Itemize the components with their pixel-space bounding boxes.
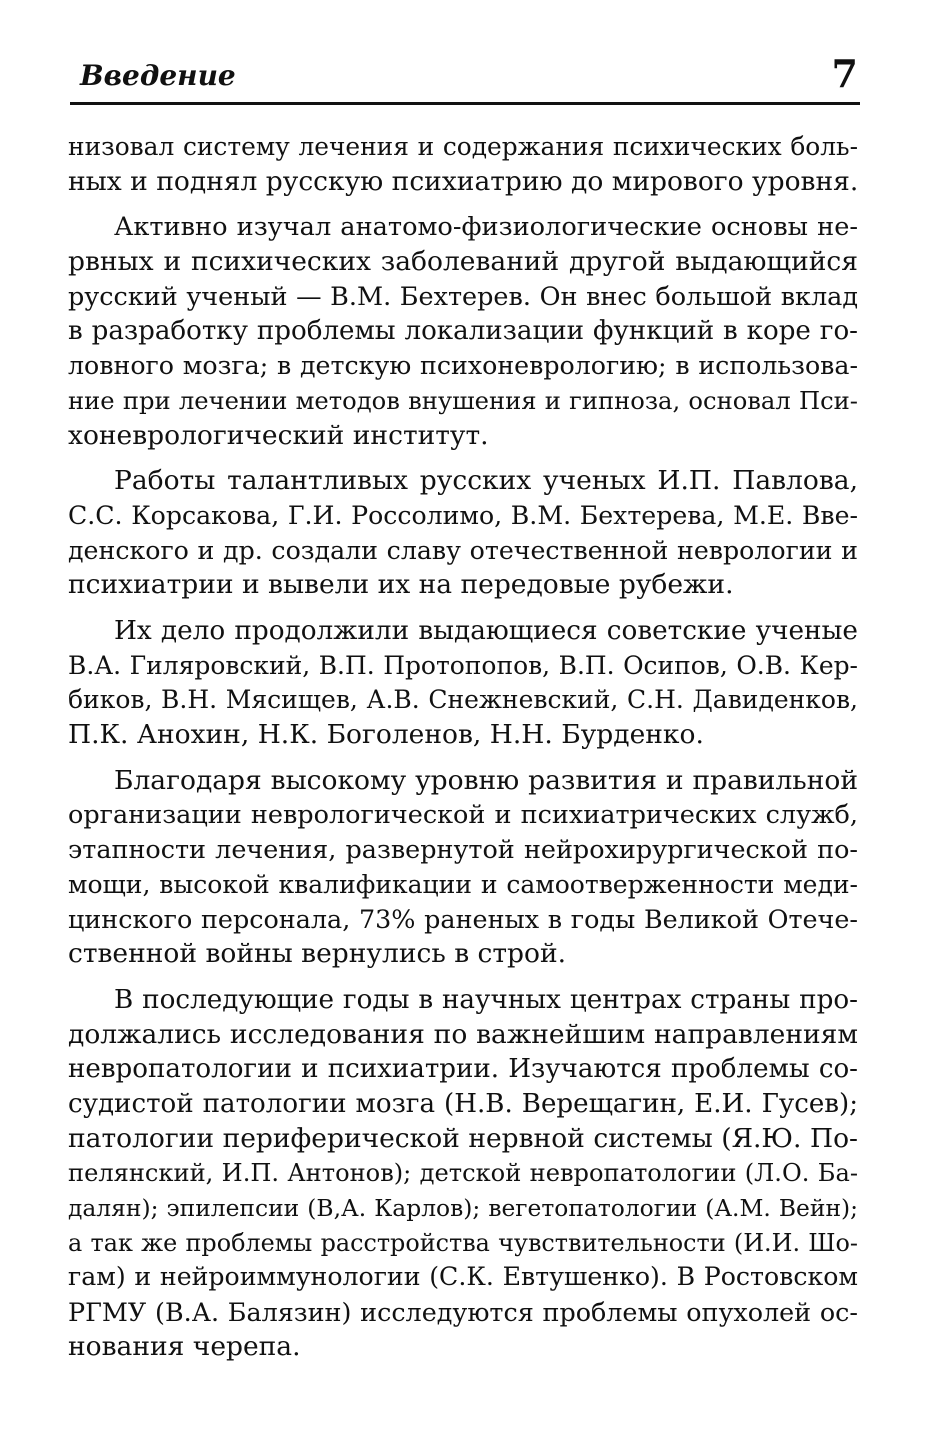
text-line: организации неврологической и психиатрических служб,	[68, 800, 858, 831]
text-line: денского и др. создали славу отечественной неврологии и	[68, 535, 858, 565]
text-line: далян); эпилепсии (В,А. Карлов); вегетопатологии (А.М. Вейн);	[68, 1193, 858, 1222]
page-number: 7	[831, 51, 858, 96]
text-line: П.К. Анохин, Н.К. Боголенов, Н.Н. Бурденко.	[68, 719, 704, 750]
text-line: нования черепа.	[68, 1330, 301, 1362]
text-line: ственной войны вернулись в строй.	[68, 938, 567, 970]
body-text	[68, 130, 858, 1375]
text-line: ных и поднял русскую психиатрию до мирового уровня.	[68, 165, 859, 197]
text-line: мощи, высокой квалификации и самоотверженности меди-	[68, 869, 858, 899]
paragraph-6	[68, 983, 858, 1365]
text-line: судистой патологии мозга (Н.В. Верещагин, Е.И. Гусев);	[68, 1088, 858, 1119]
text-line: хоневрологический институт.	[68, 419, 489, 451]
text-line: должались исследования по важнейшим направлениям	[68, 1018, 858, 1050]
paragraph-3	[68, 464, 858, 603]
text-line: патологии периферической нервной системы (Я.Ю. По-	[68, 1122, 858, 1154]
text-line: а так же проблемы расстройства чувствительности (И.И. Шо-	[68, 1228, 858, 1257]
paragraph-1	[68, 130, 858, 199]
text-line: гам) и нейроиммунологии (С.К. Евтушенко). В Ростовском	[68, 1262, 858, 1292]
text-line: ловного мозга; в детскую психоневрологию; в использова-	[68, 351, 858, 381]
text-line: пелянский, И.П. Антонов); детской невропатологии (Л.О. Ба-	[68, 1159, 858, 1188]
running-title: Введение	[80, 59, 236, 92]
text-line: русский ученый — В.М. Бехтерев. Он внес большой вклад	[68, 281, 858, 312]
text-line: РГМУ (В.А. Балязин) исследуются проблемы опухолей ос-	[68, 1297, 858, 1327]
paragraph-2	[68, 210, 858, 453]
text-line: В последующие годы в научных центрах страны про-	[114, 984, 858, 1015]
text-line: Работы талантливых русских ученых И.П. Павлова,	[114, 465, 858, 497]
text-line: этапности лечения, развернутой нейрохирургической по-	[68, 835, 858, 866]
paragraph-5	[68, 764, 858, 972]
text-line: низовал систему лечения и содержания психических боль-	[68, 132, 858, 161]
header-rule	[70, 102, 860, 105]
text-line: биков, В.Н. Мясищев, А.В. Снежневский, С.Н. Давиденков,	[68, 685, 858, 715]
page-header	[70, 51, 860, 104]
text-line: Активно изучал анатомо-физиологические основы не-	[114, 212, 858, 243]
text-line: рвных и психических заболеваний другой выдающийся	[68, 246, 858, 278]
paragraph-4	[68, 614, 858, 753]
text-line: С.С. Корсакова, Г.И. Россолимо, В.М. Бехтерева, М.Е. Вве-	[68, 500, 858, 530]
text-line: Их дело продолжили выдающиеся советские ученые	[114, 615, 858, 646]
text-line: в разработку проблемы локализации функций в коре го-	[68, 316, 858, 347]
text-line: Благодаря высокому уровню развития и правильной	[114, 764, 858, 796]
text-line: невропатологии и психиатрии. Изучаются проблемы со-	[68, 1054, 858, 1085]
text-line: психиатрии и вывели их на передовые рубежи.	[68, 569, 734, 601]
text-line: цинского персонала, 73% раненых в годы Великой Отече-	[68, 904, 858, 935]
text-line: В.А. Гиляровский, В.П. Протопопов, В.П. Осипов, О.В. Кер-	[68, 650, 858, 680]
text-line: ние при лечении методов внушения и гипноза, основал Пси-	[68, 386, 858, 415]
